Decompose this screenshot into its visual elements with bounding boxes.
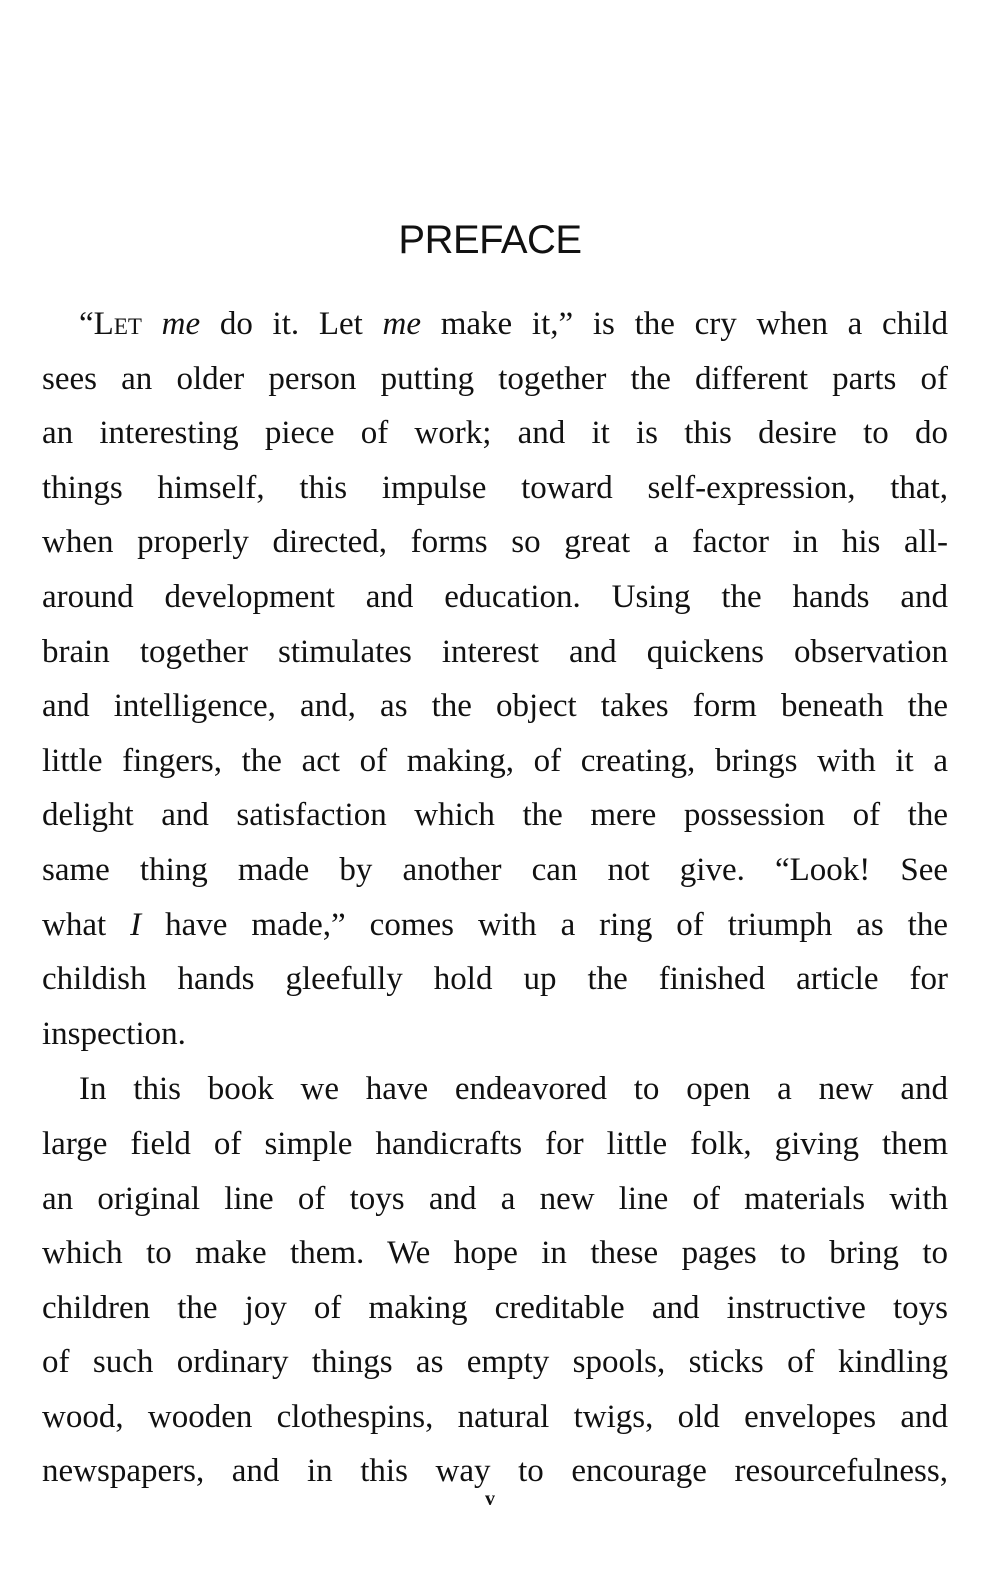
text-line: large field of simple handicrafts for little folk, giving them bbox=[42, 1125, 948, 1162]
text-line: brain together stimulates interest and quickens observation bbox=[42, 633, 948, 670]
text-segment: “ bbox=[79, 306, 94, 342]
page-title: PREFACE bbox=[398, 218, 582, 262]
text-segment: make it,” is the cry when a child bbox=[421, 306, 949, 342]
paragraph-2 bbox=[42, 1062, 948, 1499]
text-line: children the joy of making creditable and instructive toys bbox=[42, 1289, 948, 1326]
text-line: sees an older person putting together the different parts of bbox=[42, 360, 948, 397]
text-line: of such ordinary things as empty spools, sticks of kindling bbox=[42, 1344, 948, 1381]
text-line: around development and education. Using the hands and bbox=[42, 578, 948, 615]
text-line: and intelligence, and, as the object takes form beneath the bbox=[42, 688, 948, 725]
text-segment: have made,” comes with a ring of triumph as the bbox=[141, 906, 948, 943]
text-line: same thing made by another can not give. “Look! See bbox=[42, 851, 948, 888]
text-line: an original line of toys and a new line of materials with bbox=[42, 1180, 948, 1217]
text-line: when properly directed, forms so great a factor in his all- bbox=[42, 524, 948, 561]
text-line: inspection. bbox=[42, 1015, 186, 1052]
text-line: things himself, this impulse toward self-expression, that, bbox=[42, 469, 948, 506]
text-line: newspapers, and in this way to encourage resourcefulness, bbox=[42, 1453, 948, 1490]
text-line: In this book we have endeavored to open a new and bbox=[79, 1071, 948, 1108]
italic-segment: me bbox=[382, 306, 422, 342]
text-line bbox=[42, 898, 948, 953]
italic-segment: me bbox=[161, 306, 201, 342]
text-segment: do it. Let bbox=[200, 306, 383, 342]
text-line bbox=[42, 297, 948, 352]
body-text bbox=[42, 297, 948, 1499]
text-line: delight and satisfaction which the mere possession of the bbox=[42, 797, 948, 834]
text-segment bbox=[142, 306, 162, 342]
text-line: childish hands gleefully hold up the finished article for bbox=[42, 961, 948, 998]
text-segment: what bbox=[42, 906, 131, 943]
text-line: which to make them. We hope in these pages to bring to bbox=[42, 1235, 948, 1272]
text-line: little fingers, the act of making, of creating, brings with it a bbox=[42, 742, 948, 779]
text-segment: Let bbox=[93, 306, 142, 342]
page-number: v bbox=[485, 1488, 495, 1510]
text-line: wood, wooden clothespins, natural twigs, old envelopes and bbox=[42, 1398, 948, 1435]
italic-segment: I bbox=[130, 906, 142, 943]
paragraph-1 bbox=[42, 297, 948, 1061]
text-line: an interesting piece of work; and it is this desire to do bbox=[42, 415, 948, 452]
